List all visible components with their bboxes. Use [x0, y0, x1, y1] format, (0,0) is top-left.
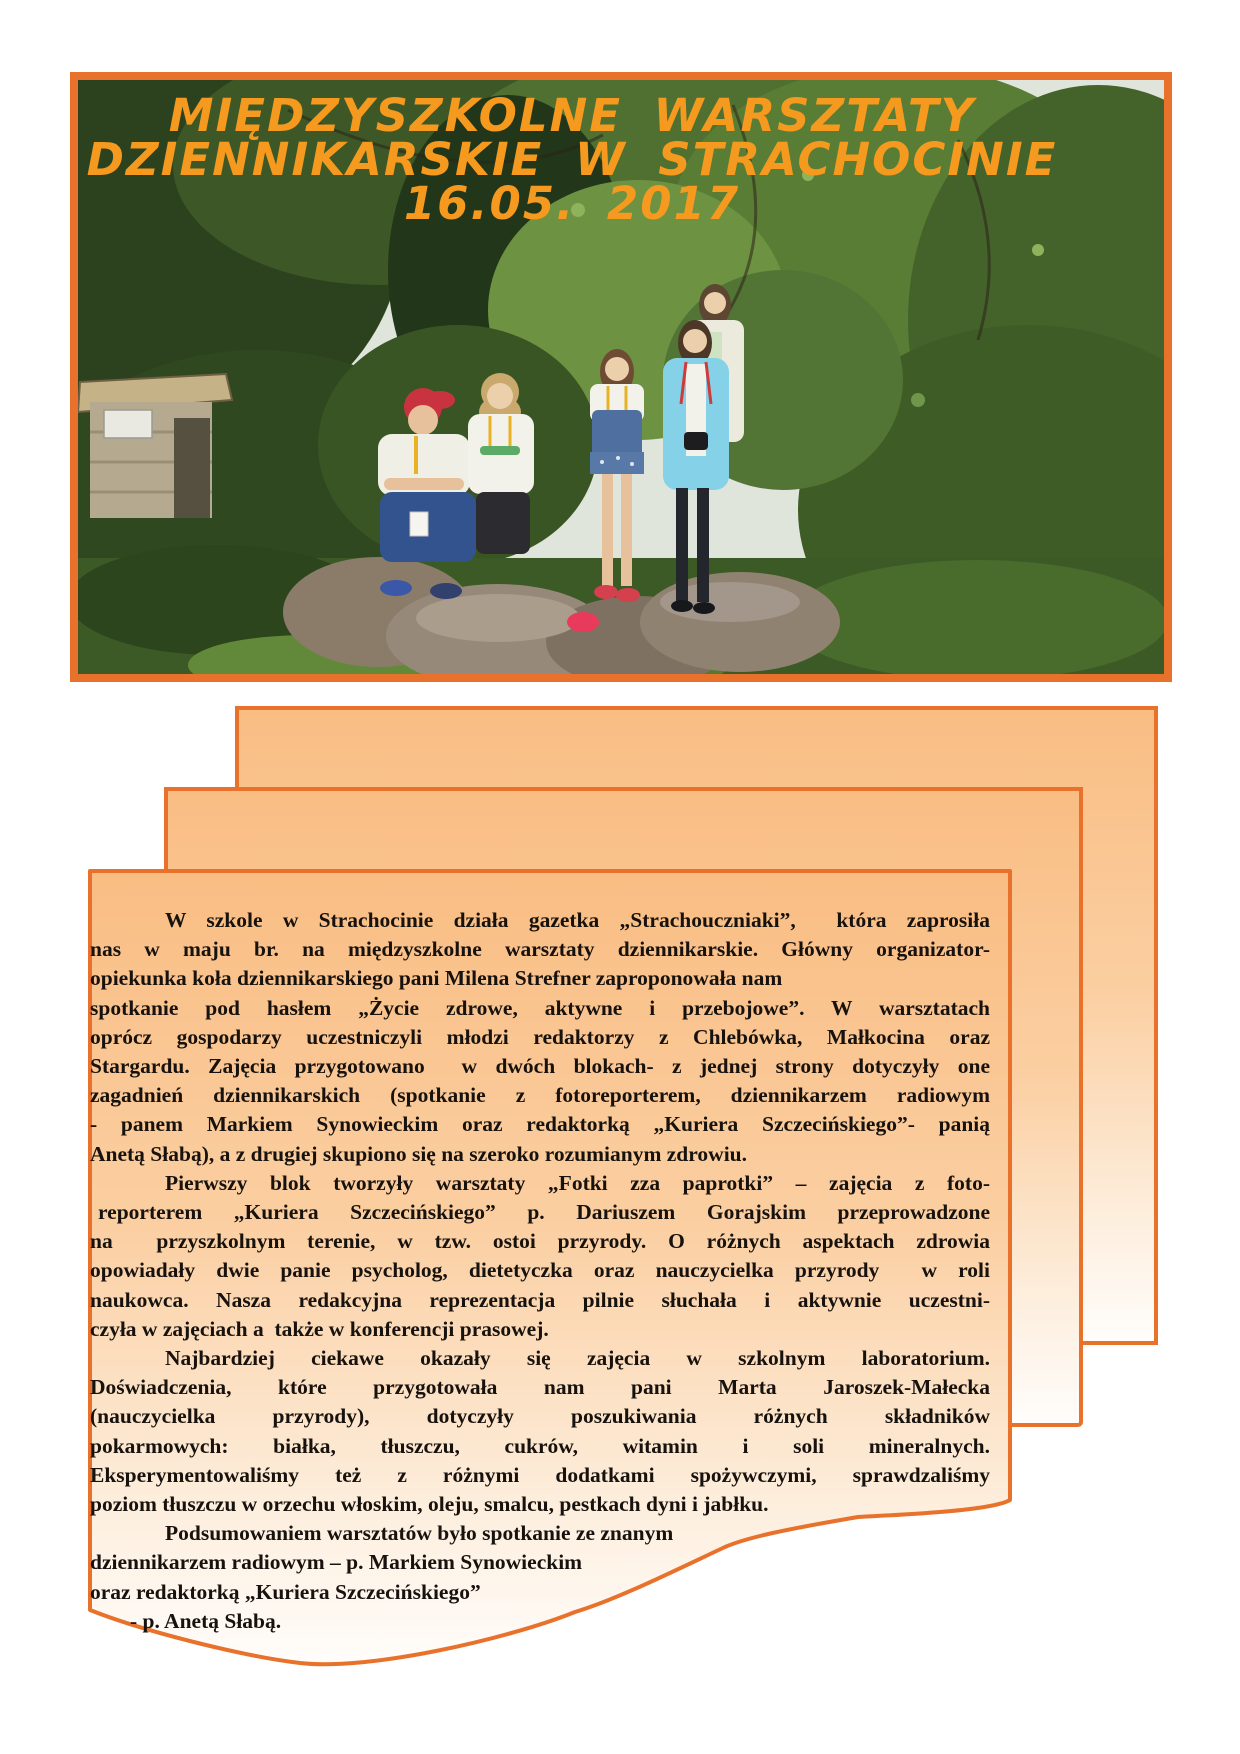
text-line: na przyszkolnym terenie, w tzw. ostoi przyrody. O różnych aspektach zdrowia	[90, 1229, 990, 1254]
text-line: opowiadały dwie panie psycholog, dietetyczka oraz nauczycielka przyrody w roli	[90, 1258, 990, 1283]
text-line: Pierwszy blok tworzyły warsztaty „Fotki zza paprotki” – zajęcia z foto-	[165, 1170, 990, 1195]
photo-title-date: 16.05. 2017	[403, 177, 741, 230]
photo-title-line2: DZIENNIKARSKIE W STRACHOCINIE	[86, 133, 1058, 186]
photo-title	[86, 89, 1058, 230]
text-line: oraz redaktorką „Kuriera Szczecińskiego”	[90, 1579, 481, 1604]
article-text	[90, 906, 990, 1636]
text-line: (nauczycielka przyrody), dotyczyły poszukiwania różnych składników	[90, 1404, 990, 1429]
text-line: oprócz gospodarzy uczestniczyli młodzi redaktorzy z Chlebówka, Małkocina oraz	[90, 1024, 990, 1049]
text-line: Eksperymentowaliśmy też z różnymi dodatkami spożywczymi, sprawdzaliśmy	[90, 1462, 990, 1487]
text-line: Podsumowaniem warsztatów było spotkanie ze znanym	[165, 1521, 674, 1546]
text-line: - panem Markiem Synowieckim oraz redaktorką „Kuriera Szczecińskiego”- panią	[90, 1112, 990, 1137]
text-line: pokarmowych: białka, tłuszczu, cukrów, witamin i soli mineralnych.	[90, 1433, 990, 1458]
text-line: czyła w zajęciach a także w konferencji prasowej.	[90, 1316, 549, 1341]
text-line: dziennikarzem radiowym – p. Markiem Synowieckim	[90, 1550, 583, 1575]
text-line: Stargardu. Zajęcia przygotowano w dwóch blokach- z jednej strony dotyczyły one	[90, 1054, 990, 1079]
photo-frame	[70, 72, 1172, 682]
text-line: poziom tłuszczu w orzechu włoskim, oleju, smalcu, pestkach dyni i jabłku.	[90, 1492, 769, 1517]
pink-shoe	[567, 612, 599, 632]
text-line: opiekunka koła dziennikarskiego pani Milena Strefner zaproponowała nam	[90, 966, 783, 991]
text-line: zagadnień dziennikarskich (spotkanie z fotoreporterem, dziennikarzem radiowym	[90, 1083, 990, 1108]
text-line: Najbardziej ciekawe okazały się zajęcia w szkolnym laboratorium.	[165, 1346, 990, 1371]
wooden-hut	[78, 374, 232, 518]
text-line: nas w maju br. na międzyszkolne warsztaty dziennikarskie. Główny organizator-	[90, 937, 990, 962]
photo-title-line1: MIĘDZYSZKOLNE WARSZTATY	[168, 89, 976, 142]
text-line: reporterem „Kuriera Szczecińskiego” p. Dariuszem Gorajskim przeprowadzone	[98, 1200, 990, 1225]
text-line: Doświadczenia, które przygotowała nam pani Marta Jaroszek-Małecka	[90, 1375, 990, 1400]
text-line: Anetą Słabą), a z drugiej skupiono się na szeroko rozumianym zdrowiu.	[90, 1141, 747, 1166]
text-line: naukowca. Nasza redakcyjna reprezentacja pilnie słuchała i aktywnie uczestni-	[90, 1287, 990, 1312]
text-line: W szkole w Strachocinie działa gazetka „Strachouczniaki”, która zaprosiła	[165, 908, 990, 932]
text-line: - p. Anetą Słabą.	[130, 1608, 282, 1633]
text-line: spotkanie pod hasłem „Życie zdrowe, aktywne i przebojowe”. W warsztatach	[90, 995, 990, 1020]
